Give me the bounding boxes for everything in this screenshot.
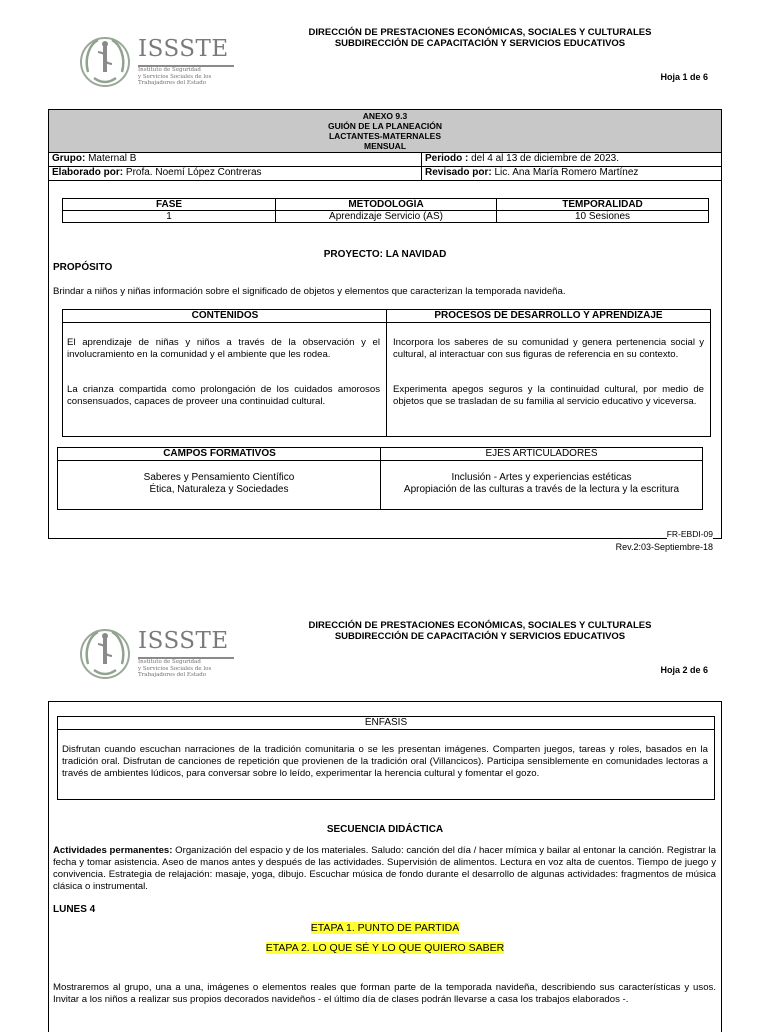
campos-box [57,447,703,510]
logo-subtitle: Instituto de Seguridad y Servicios Sociales de los Trabajadores del Estado [138,67,212,86]
page-number: Hoja 1 de 6 [660,72,708,82]
ejes-head: EJES ARTICULADORES [485,448,598,459]
campo-item: Ética, Naturaleza y Sociedades [149,484,289,495]
proceso-2: Experimenta apegos seguros y la continuidad cultural, por medio de objetos que se trasladan de su familia al servicio educativo y viceversa. [393,384,704,407]
revision-note: Rev.2:03-Septiembre-18 [615,542,713,552]
contenido-2: La crianza compartida como prolongación de los cuidados amorosos consensuados, capaces de proveer una continuidad cultural. [67,384,380,407]
grupo-row [49,152,721,166]
table-header-row [63,199,709,211]
issste-logo-page2 [74,624,234,682]
logo-name: ISSSTE [138,36,229,62]
form-code: FR-EBDI-09 [666,529,713,539]
actividad-descripcion: Mostraremos al grupo, una a una, imágenes o elementos reales que forman parte de la temporada navideña, describiendo sus características y usos. Invitar a los niños a realizar sus propios decorados navideños - el último día de clases podrán llevarse a casa los trabajos elaborados -. [53,982,716,1005]
enfasis-box [57,716,715,800]
logo-name: ISSSTE [138,628,229,654]
etapa-1: ETAPA 1. PUNTO DE PARTIDA [310,922,460,934]
day-heading: LUNES 4 [53,904,96,915]
proposito-label: PROPÓSITO [53,262,113,273]
table-cell: 10 Sesiones [497,211,709,223]
table-row [63,211,709,223]
proyecto-title: PROYECTO: LA NAVIDAD [323,249,447,260]
annex-band: ANEXO 9.3 GUIÓN DE LA PLANEACIÓN LACTANTES-MATERNALES MENSUAL [49,110,721,152]
logo-subtitle: Instituto de Seguridad y Servicios Sociales de los Trabajadores del Estado [138,659,212,678]
procesos-head: PROCESOS DE DESARROLLO Y APRENDIZAJE [434,310,663,321]
contenidos-head: CONTENIDOS [191,310,259,321]
elaborado-row [49,166,721,181]
page1-frame [48,109,722,539]
table-cell: 1 [63,211,276,223]
eje-item: Apropiación de las culturas a través de la lectura y la escritura [403,484,680,495]
grupo-cell: Grupo: Maternal B [49,153,422,166]
fase-table [62,198,709,223]
proposito-text: Brindar a niños y niñas información sobre el significado de objetos y elementos que caracterizan la temporada navideña. [53,286,566,297]
issste-emblem-icon [74,32,136,90]
campos-list [58,472,380,496]
header-title-page2: DIRECCIÓN DE PRESTACIONES ECONÓMICAS, SOCIALES Y CULTURALES SUBDIRECCIÓN DE CAPACITACIÓN Y SERVICIOS EDUCATIVOS [308,620,652,642]
periodo-cell: Periodo : del 4 al 13 de diciembre de 2023. [425,153,620,164]
etapa-2: ETAPA 2. LO QUE SÉ Y LO QUE QUIERO SABER [265,942,505,954]
eje-item: Inclusión - Artes y experiencias estéticas [451,472,632,483]
page-number-page2: Hoja 2 de 6 [660,665,708,675]
header-title: DIRECCIÓN DE PRESTACIONES ECONÓMICAS, SOCIALES Y CULTURALES SUBDIRECCIÓN DE CAPACITACIÓN Y SERVICIOS EDUCATIVOS [308,27,652,49]
issste-emblem-icon [74,624,136,682]
table-header: METODOLOGÍA [276,199,497,211]
ejes-list [381,472,702,496]
elaborado-cell: Elaborado por: Profa. Noemí López Contreras [49,167,422,180]
actividades-permanentes: Actividades permanentes: Organización del espacio y de los materiales. Saludo: canción del día / hacer mímica y bailar al entonar la canción. Registrar la fecha y tomar asistencia. Aseo de manos antes y después de las actividades. Supervisión de alimentos. Lectura en voz alta de cuentos. Tiempo de juego y convivencia. Estrategia de relajación: masaje, yoga, dibujo. Escuchar música de fondo durante el desarrollo de algunas actividades: fragmentos de música clásica o instrumental. [53,845,716,892]
enfasis-text: Disfrutan cuando escuchan narraciones de la tradición comunitaria o se les presentan imágenes. Comparten juegos, tareas y roles, basados en la tradición oral. Disfrutan de canciones de repetición que provienen de la tradición oral (Villancicos). Participa sensiblemente en comunidades lectoras a través de ambientes lúdicos, para conversar sobre lo leído, experimentar la herencia cultural y fomentar el gozo. [62,744,708,779]
contenido-1: El aprendizaje de niñas y niños a través de la observación y el involucramiento en la comunidad y el ambiente que les rodea. [67,337,380,360]
enfasis-head: ÉNFASIS [58,717,714,730]
contenidos-box [62,309,711,437]
page2-frame [48,701,722,1032]
revisado-cell: Revisado por: Lic. Ana María Romero Martínez [425,167,639,178]
campos-head: CAMPOS FORMATIVOS [163,448,276,459]
table-header: FASE [63,199,276,211]
issste-logo [74,32,234,90]
secuencia-title: SECUENCIA DIDÁCTICA [326,824,444,835]
campo-item: Saberes y Pensamiento Científico [143,472,295,483]
table-header: TEMPORALIDAD [497,199,709,211]
table-cell: Aprendizaje Servicio (AS) [276,211,497,223]
proceso-1: Incorpora los saberes de su comunidad y genera pertenencia social y cultural, al interactuar con sus figuras de referencia en su contexto. [393,337,704,360]
